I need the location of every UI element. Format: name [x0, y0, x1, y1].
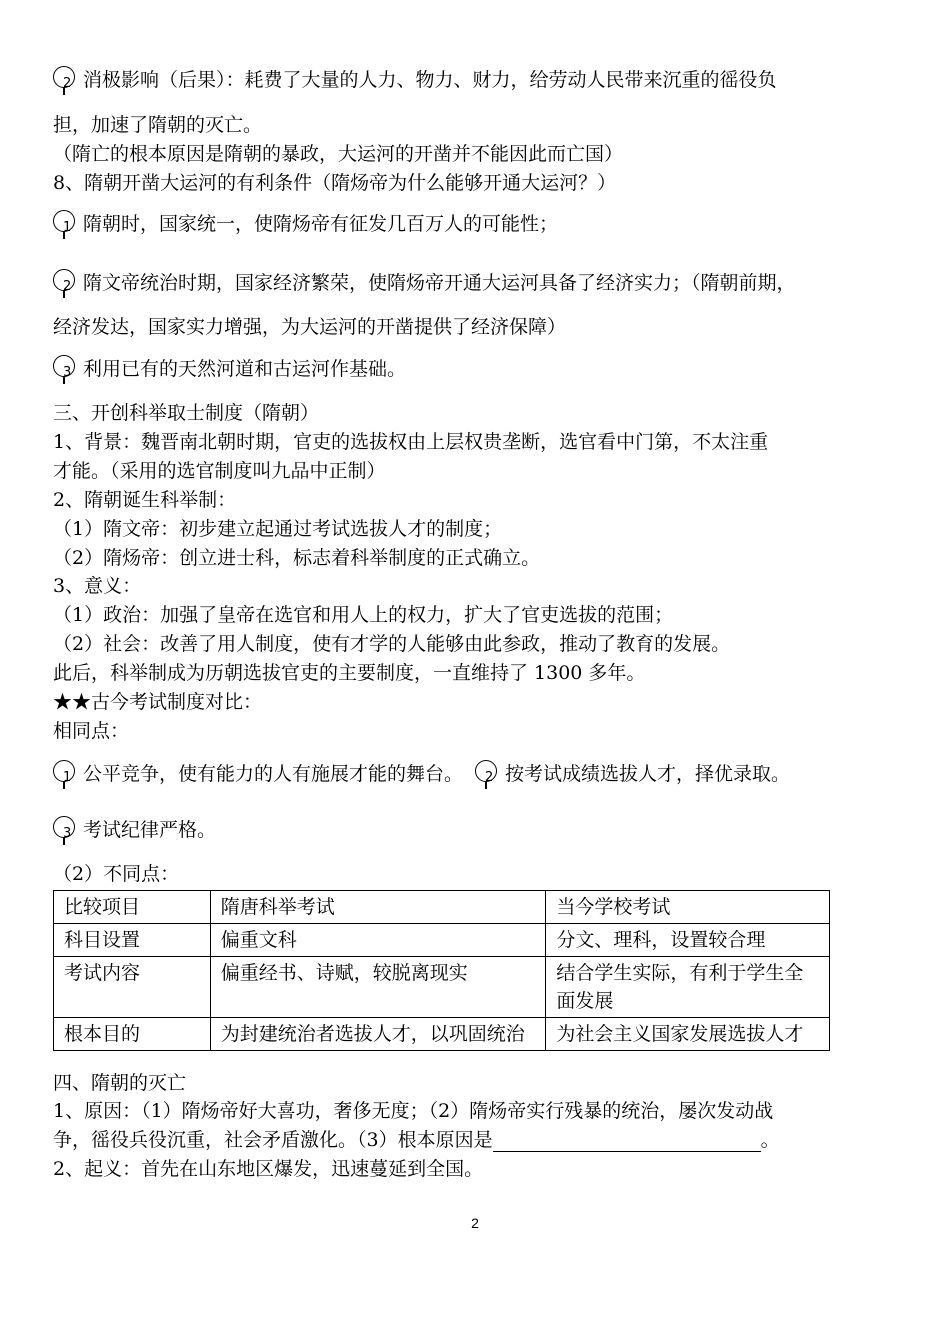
comparison-heading: ★★古今考试制度对比： — [53, 691, 263, 713]
paragraph-line: （1）政治：加强了皇帝在选官和用人上的权力，扩大了官吏选拔的范围； — [53, 604, 674, 626]
comparison-table — [53, 890, 830, 1051]
paragraph-line: 才能。（采用的选官制度叫九品中正制） — [53, 460, 386, 482]
negative-impact-text: 消极影响（后果）：耗费了大量的人力、物力、财力，给劳动人民带来沉重的徭役负 — [83, 69, 777, 91]
numbered-bullet-icon: 2 — [53, 68, 81, 94]
paragraph-line: 相同点： — [53, 720, 130, 742]
section-heading: 三、开创科举取士制度（隋朝） — [53, 402, 320, 424]
table-cell: 隋唐科举考试 — [210, 891, 546, 924]
table-row — [54, 1018, 830, 1051]
fill-in-blank[interactable] — [493, 1131, 761, 1152]
numbered-bullet-icon: 1 — [53, 212, 81, 238]
page-number: 2 — [471, 1215, 479, 1231]
table-header-row — [54, 891, 830, 924]
table-cell: 为封建统治者选拔人才，以巩固统治 — [210, 1018, 546, 1051]
condition-item-3: 3 利用已有的天然河道和古运河作基础。 — [53, 357, 406, 383]
numbered-bullet-icon: 3 — [53, 818, 81, 844]
paragraph-line: （2）社会：改善了用人制度，使有才学的人能够由此参政，推动了教育的发展。 — [53, 633, 731, 655]
section-heading: 四、隋朝的灭亡 — [53, 1072, 187, 1094]
similarity-item-3: 3 考试纪律严格。 — [53, 818, 216, 844]
paragraph-line: （2）不同点： — [53, 863, 180, 885]
table-cell: 结合学生实际，有利于学生全面发展 — [546, 957, 830, 1018]
table-row — [54, 957, 830, 1018]
paragraph-line: 1、原因：（1）隋炀帝好大喜功，奢侈无度；（2）隋炀帝实行残暴的统治，屡次发动战 — [53, 1100, 774, 1122]
table-cell: 为社会主义国家发展选拔人才 — [546, 1018, 830, 1051]
table-cell: 科目设置 — [54, 924, 211, 957]
paragraph-line: （1）隋文帝：初步建立起通过考试选拔人才的制度； — [53, 518, 503, 540]
paragraph-line-with-blank: 争，徭役兵役沉重，社会矛盾激化。（3）根本原因是 。 — [53, 1129, 780, 1151]
table-cell: 偏重经书、诗赋，较脱离现实 — [210, 957, 546, 1018]
negative-impact-line — [53, 68, 777, 94]
table-cell: 比较项目 — [54, 891, 211, 924]
paragraph-line: 2、起义：首先在山东地区爆发，迅速蔓延到全国。 — [53, 1158, 484, 1180]
numbered-bullet-icon: 2 — [53, 271, 81, 297]
paragraph-line: 1、背景：魏晋南北朝时期，官吏的选拔权由上层权贵垄断，选官看中门第，不太注重 — [53, 431, 769, 453]
similarity-items: 1 公平竞争，使有能力的人有施展才能的舞台。 2 按考试成绩选拔人才，择优录取。 — [53, 762, 790, 788]
table-row — [54, 924, 830, 957]
numbered-bullet-icon: 3 — [53, 357, 81, 383]
numbered-bullet-icon: 2 — [475, 762, 503, 788]
table-cell: 根本目的 — [54, 1018, 211, 1051]
paragraph-line: （2）隋炀帝：创立进士科，标志着科举制度的正式确立。 — [53, 547, 541, 569]
paragraph-line: 经济发达，国家实力增强，为大运河的开凿提供了经济保障） — [53, 316, 567, 338]
condition-item-2: 2 隋文帝统治时期，国家经济繁荣，使隋炀帝开通大运河具备了经济实力；（隋朝前期， — [53, 271, 796, 297]
table-cell: 考试内容 — [54, 957, 211, 1018]
condition-item-1: 1 隋朝时，国家统一，使隋炀帝有征发几百万人的可能性； — [53, 212, 558, 238]
table-cell: 偏重文科 — [210, 924, 546, 957]
table-cell: 分文、理科，设置较合理 — [546, 924, 830, 957]
paragraph-line: 此后，科举制成为历朝选拔官吏的主要制度，一直维持了 1300 多年。 — [53, 662, 646, 684]
paragraph-line: （隋亡的根本原因是隋朝的暴政，大运河的开凿并不能因此而亡国） — [53, 143, 624, 165]
paragraph-line: 3、意义： — [53, 575, 142, 597]
section-heading: 8、隋朝开凿大运河的有利条件（隋炀帝为什么能够开通大运河？） — [53, 172, 617, 194]
paragraph-line: 2、隋朝诞生科举制： — [53, 489, 237, 511]
table-cell: 当今学校考试 — [546, 891, 830, 924]
paragraph-line: 担，加速了隋朝的灭亡。 — [53, 114, 263, 136]
numbered-bullet-icon: 1 — [53, 762, 81, 788]
